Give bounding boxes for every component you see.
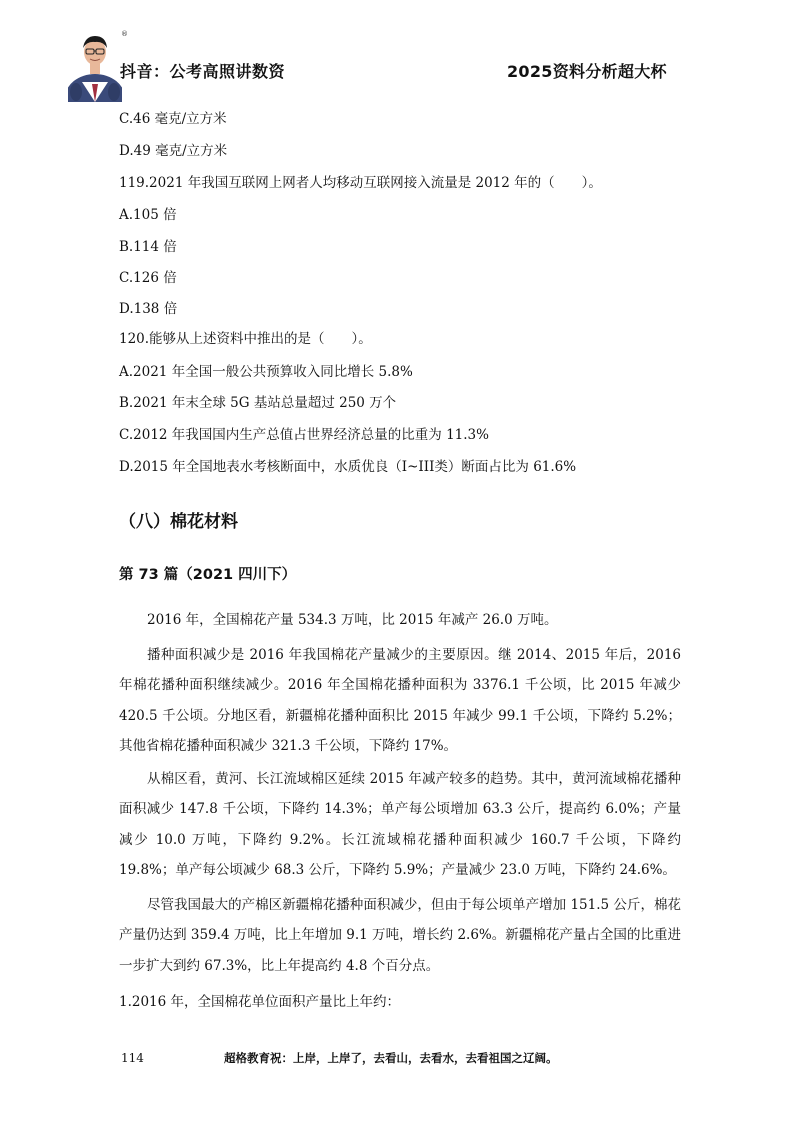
paragraph: 从棉区看，黄河、长江流域棉区延续 2015 年减产较多的趋势。其中，黄河流域棉花播种面积减少 147.8 千公顷，下降约 14.3%；单产每公顷增加 63.3 公斤，提高约 6.0%；产量减少 10.0 万吨，下降约 9.2%。长江流域棉花播种面积减少 160.7 千公顷，下降约 19.8%；单产每公顷减少 68.3 公斤，下降约 5.9%；产量减少 23.0 万吨，下降约 24.6%。 [119,771,681,878]
header-right-title: 2025资料分析超大杯 [507,62,667,81]
question-119-option-a: A.105 倍 [119,207,177,223]
question-119-option-b: B.114 倍 [119,239,177,255]
question-120-option-a: A.2021 年全国一般公共预算收入同比增长 5.8% [119,364,413,380]
question-119-option-c: C.126 倍 [119,270,177,286]
question-119-stem: 119.2021 年我国互联网上网者人均移动互联网接入流量是 2012 年的（ ）。 [119,175,602,191]
question-120-stem: 120.能够从上述资料中推出的是（ ）。 [119,331,372,347]
question-1-stem: 1.2016 年，全国棉花单位面积产量比上年约： [119,994,401,1010]
option-line: C.46 毫克/立方米 [119,111,227,127]
paragraph: 尽管我国最大的产棉区新疆棉花播种面积减少，但由于每公顷单产增加 151.5 公斤，棉花产量仍达到 359.4 万吨，比上年增加 9.1 万吨，增长约 2.6%。新疆棉花产量占全国的比重进一步扩大到约 67.3%，比上年提高约 4.8 个百分点。 [119,897,681,974]
question-120-option-c: C.2012 年我国国内生产总值占世界经济总量的比重为 11.3% [119,427,489,443]
question-120-option-d: D.2015 年全国地表水考核断面中，水质优良（I~III类）断面占比为 61.6% [119,459,577,475]
option-line: D.49 毫克/立方米 [119,143,228,159]
registered-mark: ® [121,30,128,38]
paragraph: 播种面积减少是 2016 年我国棉花产量减少的主要原因。继 2014、2015 年后，2016 年棉花播种面积继续减少。2016 年全国棉花播种面积为 3376.1 千公顷，比 2015 年减少 420.5 千公顷。分地区看，新疆棉花播种面积比 2015 年减少 99.1 千公顷，下降约 5.2%；其他省棉花播种面积减少 321.3 千公顷，下降约 17%。 [119,647,681,754]
page-number: 114 [121,1051,144,1065]
section-heading: （八）棉花材料 [119,512,238,532]
header-left-title: 抖音：公考高照讲数资 [120,62,286,81]
paragraph: 2016 年，全国棉花产量 534.3 万吨，比 2015 年减产 26.0 万吨。 [147,612,558,628]
footer-slogan: 超格教育祝：上岸，上岸了，去看山，去看水，去看祖国之辽阔。 [224,1051,558,1065]
question-119-option-d: D.138 倍 [119,301,178,317]
question-120-option-b: B.2021 年末全球 5G 基站总量超过 250 万个 [119,395,397,411]
author-avatar [68,28,122,102]
article-heading: 第 73 篇（2021 四川下） [119,567,297,583]
